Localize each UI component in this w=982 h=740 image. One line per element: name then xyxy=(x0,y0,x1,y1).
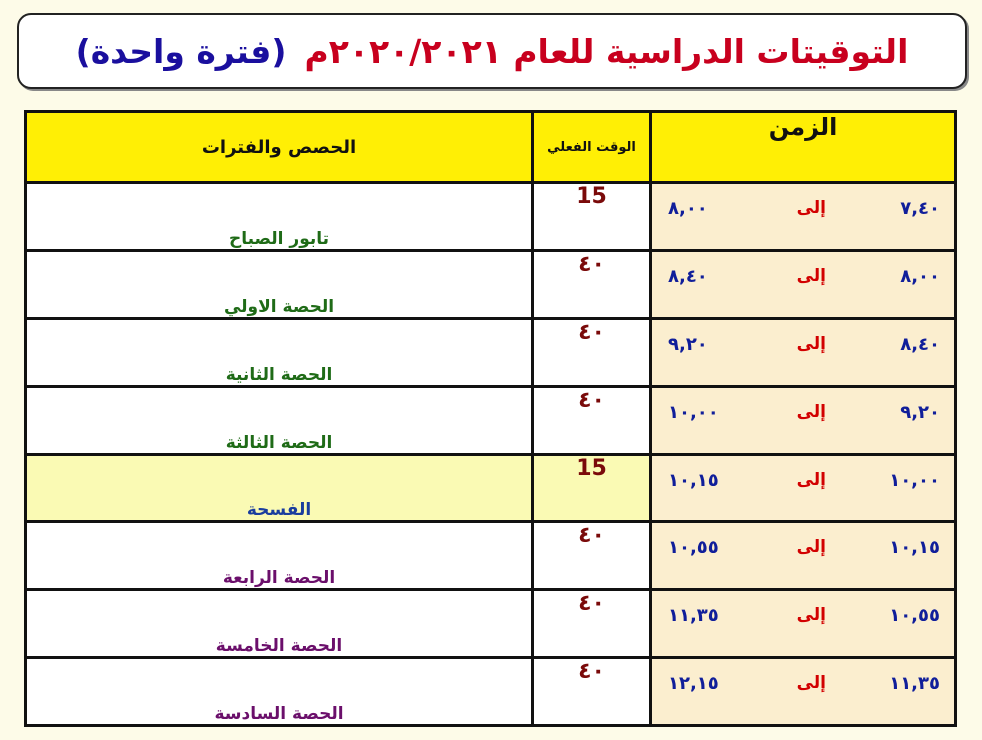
table-row xyxy=(26,250,956,318)
header-periods: الحصص والفترات xyxy=(26,112,533,183)
time-from: ٨,٤٠ xyxy=(900,333,940,355)
time-cell xyxy=(651,590,956,658)
duration-cell: 15 xyxy=(533,454,651,522)
period-name: الحصة الثانية xyxy=(26,318,533,386)
time-cell xyxy=(651,183,956,251)
time-separator: إلى xyxy=(796,537,826,558)
time-separator: إلى xyxy=(796,333,826,354)
title-main: التوقيتات الدراسية للعام ٢٠٢٠/٢٠٢١م xyxy=(304,31,909,71)
time-from: ٨,٠٠ xyxy=(900,265,940,287)
time-to: ٨,٠٠ xyxy=(668,198,708,219)
duration-cell: ٤٠ xyxy=(533,386,651,454)
time-to: ٩,٢٠ xyxy=(668,333,708,355)
time-cell xyxy=(651,318,956,386)
header-time: الزمن xyxy=(651,112,956,183)
title-banner xyxy=(17,13,967,89)
time-separator: إلى xyxy=(796,673,826,694)
table-row xyxy=(26,590,956,658)
duration-cell: ٤٠ xyxy=(533,522,651,590)
schedule-table xyxy=(24,110,957,727)
time-to: ١١,٣٥ xyxy=(668,605,719,627)
time-cell xyxy=(651,250,956,318)
time-cell xyxy=(651,386,956,454)
table-row xyxy=(26,386,956,454)
time-from: ١٠,١٥ xyxy=(889,537,940,559)
duration-cell: 15 xyxy=(533,183,651,251)
time-to: ١٠,١٥ xyxy=(668,469,719,491)
time-from: ٩,٢٠ xyxy=(900,401,940,423)
title-sub: (فترة واحدة) xyxy=(75,31,287,71)
table-row-break xyxy=(26,454,956,522)
duration-cell: ٤٠ xyxy=(533,590,651,658)
duration-cell: ٤٠ xyxy=(533,250,651,318)
period-name: الحصة الرابعة xyxy=(26,522,533,590)
time-from: ١٠,٥٥ xyxy=(889,605,940,627)
time-to: ٨,٤٠ xyxy=(668,265,708,287)
duration-cell: ٤٠ xyxy=(533,658,651,726)
time-from: ١١,٣٥ xyxy=(889,673,940,695)
time-to: ١٠,٥٥ xyxy=(668,537,719,559)
time-cell xyxy=(651,658,956,726)
time-cell xyxy=(651,454,956,522)
time-from: ٧,٤٠ xyxy=(900,198,940,219)
period-name: الحصة السادسة xyxy=(26,658,533,726)
period-name: الحصة الثالثة xyxy=(26,386,533,454)
time-cell xyxy=(651,522,956,590)
time-to: ١٠,٠٠ xyxy=(668,401,719,423)
header-row xyxy=(26,112,956,183)
header-duration: الوقت الفعلي xyxy=(533,112,651,183)
period-name: تابور الصباح xyxy=(26,183,533,251)
table-row xyxy=(26,318,956,386)
time-separator: إلى xyxy=(796,605,826,626)
time-separator: إلى xyxy=(796,401,826,422)
time-from: ١٠,٠٠ xyxy=(889,469,940,491)
period-name: الحصة الاولي xyxy=(26,250,533,318)
page-title xyxy=(76,32,909,71)
duration-cell: ٤٠ xyxy=(533,318,651,386)
table-row xyxy=(26,183,956,251)
time-separator: إلى xyxy=(796,198,826,218)
table-row xyxy=(26,522,956,590)
time-separator: إلى xyxy=(796,265,826,286)
time-to: ١٢,١٥ xyxy=(668,673,719,695)
period-name: الفسحة xyxy=(26,454,533,522)
table-row xyxy=(26,658,956,726)
period-name: الحصة الخامسة xyxy=(26,590,533,658)
time-separator: إلى xyxy=(796,469,826,490)
